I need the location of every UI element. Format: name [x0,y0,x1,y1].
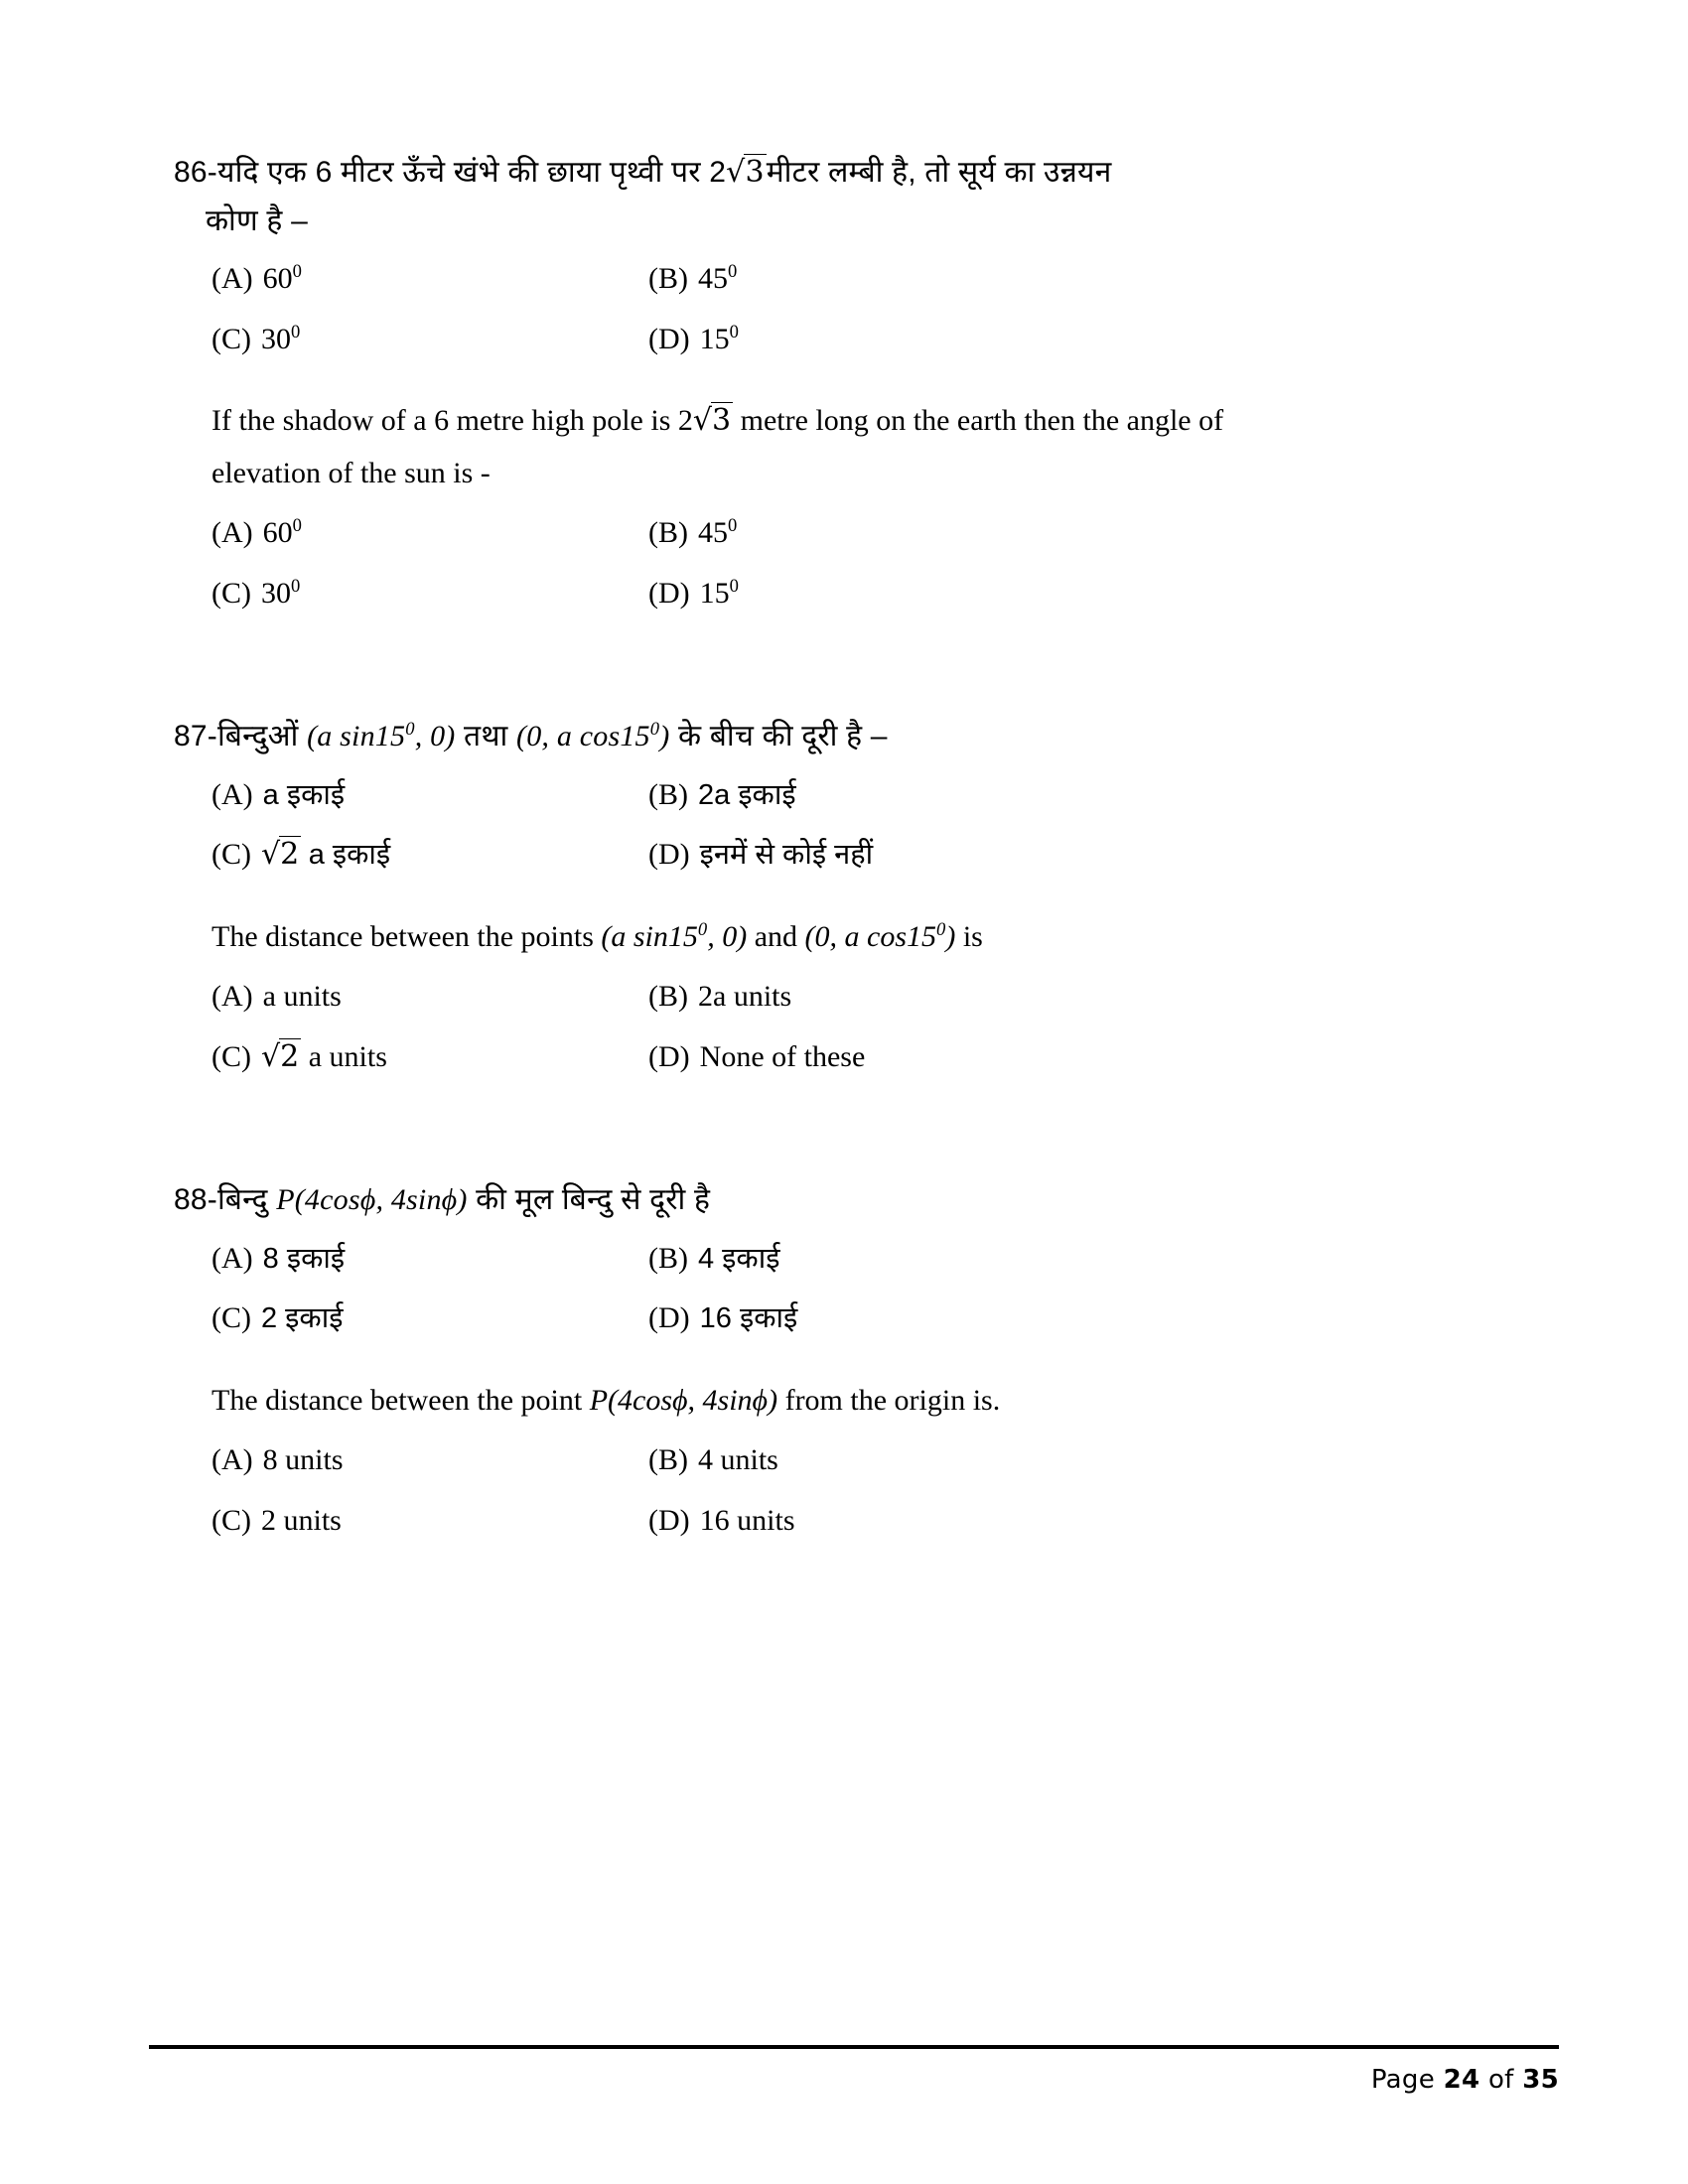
question-88-hindi-option-a[interactable] [211,1239,648,1280]
question-86-english-line2: of the sun is - [328,456,491,489]
question-87-hindi-stem [174,713,1539,761]
question-86-english-text-part2: metre long on the earth then the angle of elevation [211,404,1224,489]
degree-superscript: 0 [292,261,302,283]
question-87-hindi-text-c: के बीच की दूरी है – [678,720,888,753]
question-86-hindi-text-part1: यदि एक 6 मीटर ऊँचे खंभे की छाया पृथ्वी पर 2 [216,156,727,189]
question-87-expression-2 [516,720,669,752]
footer-prefix: Page [1370,2065,1435,2095]
question-88-english-stem [174,1375,1314,1428]
option-row [211,1440,1539,1481]
option-text: a इकाई [308,839,391,872]
spacer [174,1119,1539,1176]
question-86-hindi-stem [174,149,1539,245]
option-label: (B) [648,262,688,296]
question-86-number: 86- [174,156,217,189]
option-label: (B) [648,516,688,550]
expr-angle: 15 [907,919,937,953]
page-footer [149,2045,1559,2095]
spacer [174,1359,1539,1375]
question-88-english-option-d[interactable] [648,1501,1539,1542]
question-87-english-stem [174,911,1314,964]
question-87-number: 87- [174,720,217,753]
option-label: (D) [648,1039,690,1073]
radicand: 2 [280,837,300,873]
option-row [211,259,1539,300]
option-label: (A) [211,262,253,296]
option-row [211,977,1539,1018]
sqrt-symbol: √3 [726,155,765,190]
option-label: (C) [211,1301,251,1335]
question-87 [174,713,1539,1077]
page-number-label [149,2065,1559,2095]
footer-total-pages: 35 [1522,2065,1559,2095]
paren-open: (0, [804,919,845,953]
degree-superscript: 0 [729,321,739,342]
question-88-hindi-option-b[interactable] [648,1239,1539,1280]
question-87-english-option-b[interactable] [648,977,1539,1018]
option-text: इनमें से कोई नहीं [699,839,874,872]
expr-func: a sin [317,720,375,753]
question-88-number: 88- [174,1183,217,1217]
question-87-expression-2 [805,920,956,953]
expr-rest: , 0) [414,720,456,753]
option-row [211,320,1539,360]
option-label: (D) [648,576,690,610]
question-87-english-text-b: and [754,919,798,953]
question-87-english-text-c: is [962,919,983,953]
option-text: 2a इकाई [698,778,796,811]
question-87-expression-1 [307,720,455,752]
question-86-english-stem [174,395,1314,499]
question-87-english-option-a[interactable] [211,977,648,1018]
option-text: a units [308,1039,387,1073]
paren-open: (0, [516,720,557,753]
question-88-hindi-option-c[interactable] [211,1298,648,1339]
question-87-expression-1 [601,920,747,953]
option-text: 45 [698,516,728,550]
question-88-english-option-c[interactable] [211,1501,648,1542]
option-label: (C) [211,322,251,355]
question-87-hindi-option-c[interactable] [211,835,648,876]
question-86-hindi-option-a[interactable] [211,259,648,300]
question-86-english-text-part1: If the shadow of a 6 metre high pole is 2 [211,404,693,438]
option-row [211,1037,1539,1078]
option-text: 4 units [698,1443,778,1477]
question-88 [174,1176,1539,1541]
option-text: 8 इकाई [262,1242,346,1275]
option-text: 4 इकाई [698,1242,780,1275]
question-86-english-option-d[interactable] [648,574,1539,614]
degree-superscript: 0 [729,575,739,597]
expr-angle: 15 [620,720,650,753]
option-label: (C) [211,576,251,610]
footer-divider [149,2045,1559,2049]
question-86 [174,149,1539,614]
option-row [211,574,1539,614]
question-86-hindi-option-c[interactable] [211,320,648,360]
question-88-hindi-options [174,1239,1539,1339]
option-label: (D) [648,1503,690,1537]
option-label: (B) [648,777,688,811]
option-label: (D) [648,1301,690,1335]
degree-superscript: 0 [291,321,301,342]
option-text: 30 [261,576,291,610]
option-row [211,835,1539,876]
option-text: 16 units [699,1503,795,1537]
option-label: (D) [648,838,690,872]
question-88-expression: P(4cosϕ, 4sinϕ) [276,1183,468,1217]
degree-superscript: 0 [936,918,946,940]
spacer [174,895,1539,911]
option-label: (C) [211,1503,251,1537]
expr-func: a cos [556,720,621,753]
option-text: 16 इकाई [699,1302,798,1335]
degree-superscript: 0 [292,515,302,537]
degree-superscript: 0 [728,515,738,537]
degree-superscript: 0 [649,719,660,741]
option-text: None of these [699,1039,866,1073]
radicand: 2 [280,1038,300,1074]
question-88-hindi-option-d[interactable] [648,1298,1539,1339]
question-86-hindi-text-part2: मीटर लम्बी है, तो सूर्य का उन्नयन [766,156,1112,189]
spacer [174,379,1539,395]
option-row [211,1501,1539,1542]
question-87-hindi-option-d[interactable] [648,835,1539,876]
question-87-hindi-text-a: बिन्दुओं [216,720,299,753]
spacer [174,655,1539,713]
option-text: 2 units [261,1503,342,1537]
option-text: 60 [262,516,293,550]
degree-superscript: 0 [728,261,738,283]
question-87-english-option-d[interactable] [648,1037,1539,1078]
option-label: (A) [211,1241,253,1275]
option-text: 60 [262,262,293,296]
question-87-hindi-option-b[interactable] [648,775,1539,816]
question-88-english-option-a[interactable] [211,1440,648,1481]
expr-rest: ) [659,720,670,753]
option-label: (C) [211,1039,251,1073]
question-88-english-option-b[interactable] [648,1440,1539,1481]
expr-rest: , 0) [707,919,748,953]
expr-rest: ) [945,919,956,953]
option-text: 45 [698,262,728,296]
option-text: a units [262,980,342,1014]
degree-superscript: 0 [405,719,415,741]
question-87-hindi-option-a[interactable] [211,775,648,816]
option-text: 30 [261,322,291,355]
paren-open: ( [307,720,318,753]
option-text: 15 [699,576,730,610]
question-86-english-option-c[interactable] [211,574,648,614]
option-label: (A) [211,980,253,1014]
expr-func: a cos [844,919,908,953]
radicand: 3 [712,403,732,439]
question-88-hindi-text-a: बिन्दु [216,1183,268,1217]
question-86-english-options [174,513,1539,614]
question-86-hindi-option-d[interactable] [648,320,1539,360]
question-87-english-text-a: The distance between the points [211,919,594,953]
question-88-english-text-b: from the origin is. [784,1383,1001,1417]
expr-func: a sin [611,919,668,953]
question-86-hindi-line2: कोण है – [206,204,308,237]
option-row [211,513,1539,554]
option-text: 15 [699,322,730,355]
question-87-hindi-options [174,775,1539,876]
question-86-english-option-a[interactable] [211,513,648,554]
option-label: (A) [211,1443,253,1477]
footer-middle: of [1487,2065,1514,2095]
option-text: 2a units [698,980,792,1014]
option-row [211,1239,1539,1280]
question-87-english-options [174,977,1539,1077]
sqrt-symbol: √2 [261,1038,300,1074]
option-label: (B) [648,1443,688,1477]
question-88-hindi-stem [174,1176,1539,1225]
option-text: a इकाई [262,778,346,811]
option-text: 8 units [262,1443,344,1477]
sqrt-symbol: √2 [261,837,300,873]
question-88-english-options [174,1440,1539,1541]
question-88-expression: P(4cosϕ, 4sinϕ) [589,1383,778,1417]
degree-superscript: 0 [291,575,301,597]
option-label: (A) [211,777,253,811]
question-87-english-option-c[interactable] [211,1037,648,1078]
footer-current-page: 24 [1443,2065,1480,2095]
radicand: 3 [745,155,765,190]
degree-superscript: 0 [697,918,708,940]
question-88-english-text-a: The distance between the point [211,1383,583,1417]
question-86-english-option-b[interactable] [648,513,1539,554]
expr-angle: 15 [374,720,406,753]
question-86-hindi-options [174,259,1539,359]
option-label: (B) [648,980,688,1014]
option-label: (D) [648,322,690,355]
paren-open: ( [601,919,612,953]
option-label: (B) [648,1241,688,1275]
sqrt-symbol: √3 [692,403,732,439]
option-label: (C) [211,838,251,872]
expr-angle: 15 [667,919,698,953]
option-row [211,1298,1539,1339]
option-text: 2 इकाई [261,1302,344,1335]
question-88-hindi-text-b: की मूल बिन्दु से दूरी है [476,1183,711,1217]
option-label: (A) [211,516,253,550]
option-row [211,775,1539,816]
question-86-hindi-option-b[interactable] [648,259,1539,300]
question-87-hindi-text-b: तथा [464,720,508,753]
